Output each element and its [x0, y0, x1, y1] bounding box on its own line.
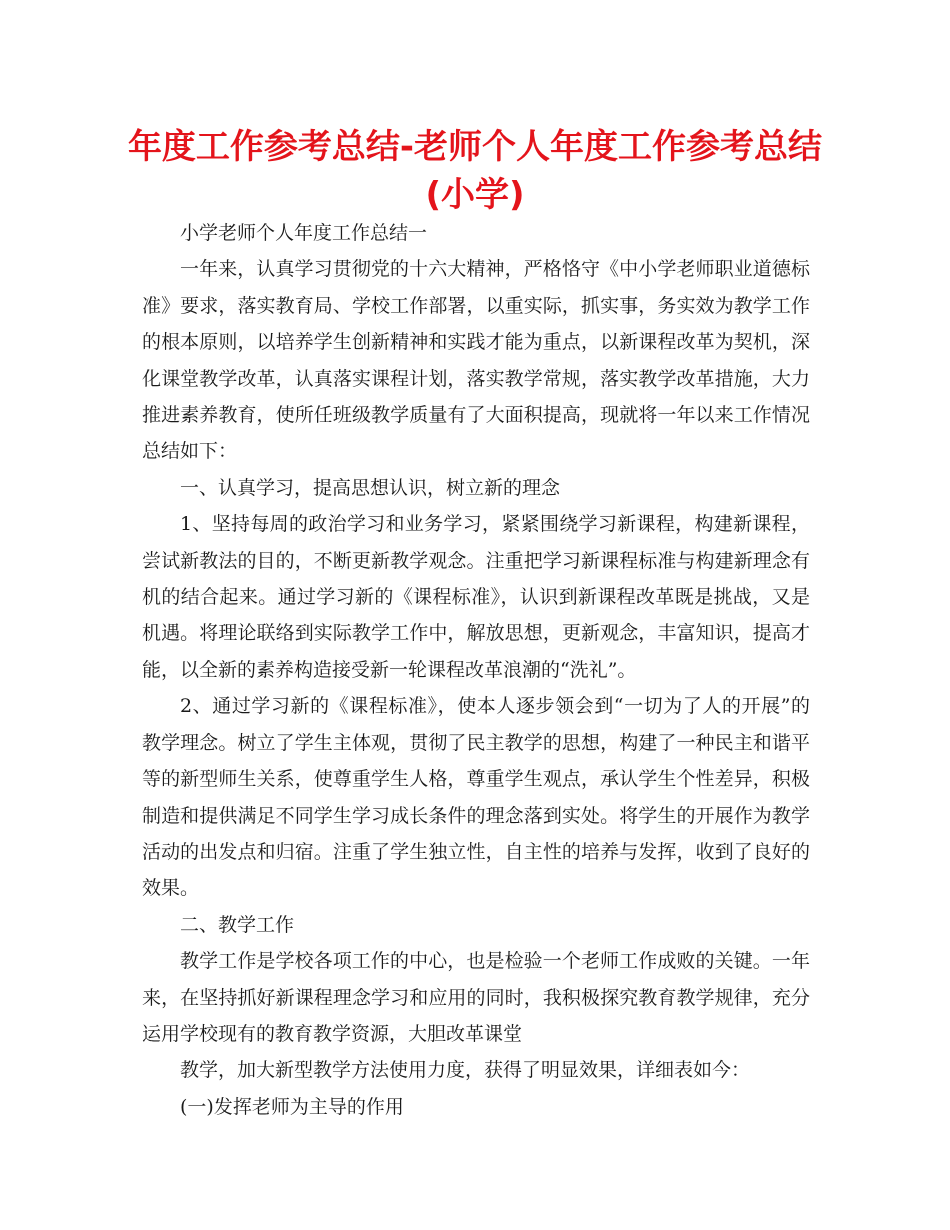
document-title-continued: (小学)	[425, 175, 525, 215]
sub-heading-1: (一)发挥老师为主导的作用	[180, 1095, 404, 1118]
paragraph-point-1: 1、坚持每周的政治学习和业务学习，紧紧围绕学习新课程，构建新课程，尝试新教法的目的，不断更新教学观念。注重把学习新课程标准与构建新理念有机的结合起来。通过学习新的《课程标准》，认识到新课程改革既是挑战，又是机遇。将理论联络到实际教学工作中，解放思想，更新观念，丰富知识，提高才能，以全新的素养构造接受新一轮课程改革浪潮的“洗礼”。	[142, 513, 810, 681]
paragraph-point-2: 2、通过学习新的《课程标准》，使本人逐步领会到“一切为了人的开展”的教学理念。树立了学生主体观，贯彻了民主教学的思想，构建了一种民主和谐平等的新型师生关系，使尊重学生人格，尊重学生观点，承认学生个性差异，积极制造和提供满足不同学生学习成长条件的理念落到实处。将学生的开展作为教学活动的出发点和归宿。注重了学生独立性，自主性的培养与发挥，收到了良好的效果。	[142, 695, 810, 900]
document-body	[142, 215, 810, 1125]
section-subtitle: 小学老师个人年度工作总结一	[180, 222, 428, 244]
section-heading-2: 二、教学工作	[180, 913, 295, 936]
document-title: 年度工作参考总结-老师个人年度工作参考总结	[127, 127, 823, 167]
paragraph-teaching: 教学工作是学校各项工作的中心，也是检验一个老师工作成败的关键。一年来，在坚持抓好新课程理念学习和应用的同时，我积极探究教育教学规律，充分运用学校现有的教育教学资源，大胆改革课堂	[142, 950, 810, 1045]
paragraph-intro: 一年来，认真学习贯彻党的十六大精神，严格恪守《中小学老师职业道德标准》要求，落实教育局、学校工作部署，以重实际，抓实事，务实效为教学工作的根本原则，以培养学生创新精神和实践才能为重点，以新课程改革为契机，深化课堂教学改革，认真落实课程计划，落实教学常规，落实教学改革措施，大力推进素养教育，使所任班级教学质量有了大面积提高，现就将一年以来工作情况总结如下：	[142, 258, 810, 463]
section-heading-1: 一、认真学习，提高思想认识，树立新的理念	[180, 476, 561, 499]
paragraph-teaching-cont: 教学，加大新型教学方法使用力度，获得了明显效果，详细表如今：	[180, 1059, 751, 1082]
